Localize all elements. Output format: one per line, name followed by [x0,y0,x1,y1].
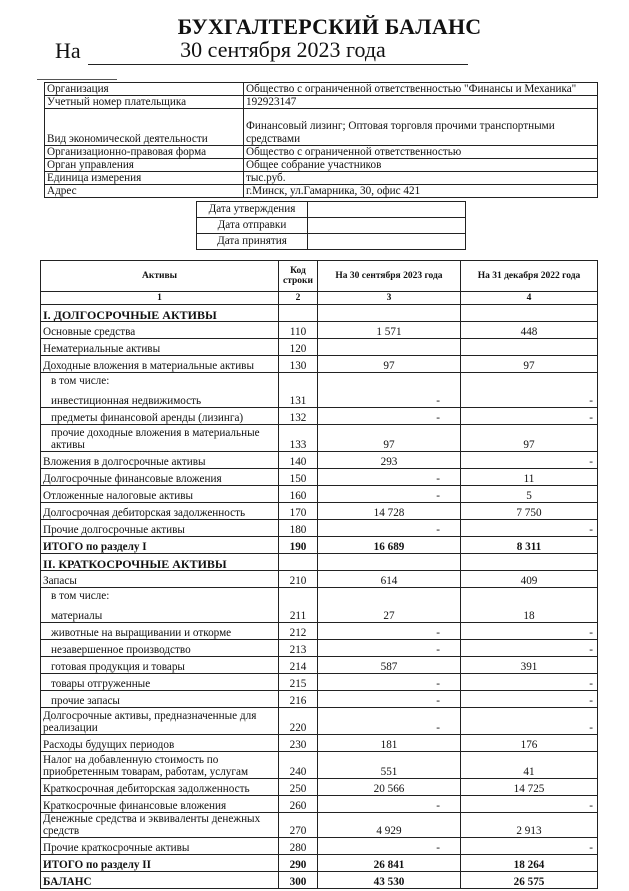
table-row [41,425,598,452]
table-row [41,469,598,486]
row-code: 133 [279,425,318,452]
info-row [45,96,598,109]
row-label: Налог на добавленную стоимость по приобретенным товарам, работам, услугам [41,752,279,779]
row-code: 120 [279,339,318,356]
section-header-row [41,554,598,571]
table-row [41,356,598,373]
info-label: Адрес [45,185,244,198]
row-label: предметы финансовой аренды (лизинга) [41,408,279,425]
table-row [41,322,598,339]
table-row [41,813,598,838]
value-prior: 18 [461,588,598,623]
value-current: 587 [318,657,461,674]
row-code: 213 [279,640,318,657]
row-label: Краткосрочная дебиторская задолженность [41,779,279,796]
row-code: 270 [279,813,318,838]
value-prior: - [461,623,598,640]
value-current: - [318,520,461,537]
row-label: Расходы будущих периодов [41,735,279,752]
row-label [41,373,279,408]
date-label: Дата принятия [197,234,308,250]
date-row [197,202,466,218]
col-number: 1 [41,292,279,305]
row-code: 160 [279,486,318,503]
row-code: 280 [279,838,318,855]
table-row [41,779,598,796]
table-row [41,452,598,469]
info-value: г.Минск, ул.Гамарника, 30, офис 421 [244,185,598,198]
row-sublabel: в том числе: [51,375,110,387]
value-prior [461,554,598,571]
value-current: 16 689 [318,537,461,554]
value-prior: - [461,520,598,537]
value-current: - [318,623,461,640]
value-current: 26 841 [318,855,461,872]
row-label-text: материалы [51,610,103,622]
date-value [308,218,466,234]
value-current: - [318,640,461,657]
table-row [41,408,598,425]
value-prior: - [461,408,598,425]
value-current [318,339,461,356]
row-label [41,588,279,623]
row-label: Краткосрочные финансовые вложения [41,796,279,813]
table-row [41,838,598,855]
row-code [279,305,318,322]
row-code: 130 [279,356,318,373]
header-period-current: На 30 сентября 2023 года [318,261,461,292]
date-label: Дата отправки [197,218,308,234]
organization-info-table [44,82,598,198]
row-label: Прочие краткосрочные активы [41,838,279,855]
row-label: Запасы [41,571,279,588]
row-code: 132 [279,408,318,425]
value-current: 614 [318,571,461,588]
info-label: Единица измерения [45,172,244,185]
row-code: 170 [279,503,318,520]
info-row [45,185,598,198]
row-label: БАЛАНС [41,872,279,889]
row-code: 190 [279,537,318,554]
dates-table [196,201,466,250]
row-label: Долгосрочная дебиторская задолженность [41,503,279,520]
value-current: - [318,408,461,425]
value-current: 293 [318,452,461,469]
row-label: животные на выращивании и откорме [41,623,279,640]
info-row [45,109,598,146]
row-code: 300 [279,872,318,889]
value-current: - [318,469,461,486]
row-label: Доходные вложения в материальные активы [41,356,279,373]
table-row [41,571,598,588]
table-row [41,503,598,520]
row-label: Нематериальные активы [41,339,279,356]
info-label: Организационно-правовая форма [45,146,244,159]
value-prior: 2 913 [461,813,598,838]
row-code: 290 [279,855,318,872]
row-label: Основные средства [41,322,279,339]
value-prior: - [461,796,598,813]
row-code: 211 [279,588,318,623]
info-row [45,172,598,185]
row-label: I. ДОЛГОСРОЧНЫЕ АКТИВЫ [41,305,279,322]
value-current: - [318,796,461,813]
row-sublabel: в том числе: [51,590,110,602]
row-code: 215 [279,674,318,691]
info-row [45,83,598,96]
row-code: 150 [279,469,318,486]
info-label: Орган управления [45,159,244,172]
value-prior: 41 [461,752,598,779]
col-number: 2 [279,292,318,305]
value-prior: 176 [461,735,598,752]
header-period-prior: На 31 декабря 2022 года [461,261,598,292]
info-label: Учетный номер плательщика [45,96,244,109]
row-label: Долгосрочные активы, предназначенные для реализации [41,708,279,735]
value-current [318,305,461,322]
total-row [41,872,598,889]
row-label: Вложения в долгосрочные активы [41,452,279,469]
divider [37,79,117,80]
value-current: 181 [318,735,461,752]
date-label: Дата утверждения [197,202,308,218]
info-value: Общество с ограниченной ответственностью "Финансы и Механика" [244,83,598,96]
table-row [41,520,598,537]
value-current: 14 728 [318,503,461,520]
date-prefix: На [55,38,81,63]
info-label: Вид экономической деятельности [45,109,244,146]
row-label: товары отгруженные [41,674,279,691]
total-row [41,537,598,554]
info-row [45,159,598,172]
row-code: 250 [279,779,318,796]
row-code: 240 [279,752,318,779]
header-assets: Активы [41,261,279,292]
value-current: - [318,838,461,855]
row-code [279,554,318,571]
value-prior: 18 264 [461,855,598,872]
row-code: 140 [279,452,318,469]
value-current: - [318,674,461,691]
date-row [197,234,466,250]
table-row [41,796,598,813]
table-row [41,691,598,708]
table-row [41,486,598,503]
row-code: 260 [279,796,318,813]
info-value: тыс.руб. [244,172,598,185]
row-label-text: инвестиционная недвижимость [51,395,202,407]
table-row [41,674,598,691]
row-code: 110 [279,322,318,339]
value-current: 4 929 [318,813,461,838]
row-label: Денежные средства и эквиваленты денежных средств [41,813,279,838]
info-value: Общество с ограниченной ответственностью [244,146,598,159]
value-prior: 26 575 [461,872,598,889]
table-row [41,752,598,779]
row-label: Отложенные налоговые активы [41,486,279,503]
total-row [41,855,598,872]
table-row [41,735,598,752]
row-label: Долгосрочные финансовые вложения [41,469,279,486]
row-code: 220 [279,708,318,735]
column-numbers-row [41,292,598,305]
row-code: 216 [279,691,318,708]
document-title: БУХГАЛТЕРСКИЙ БАЛАНС [177,14,482,39]
row-code: 230 [279,735,318,752]
row-label: ИТОГО по разделу II [41,855,279,872]
table-row [41,588,598,623]
col-number: 3 [318,292,461,305]
value-prior: 97 [461,356,598,373]
value-current: - [318,708,461,735]
info-value: Общее собрание участников [244,159,598,172]
value-prior: 11 [461,469,598,486]
value-prior [461,339,598,356]
row-label: ИТОГО по разделу I [41,537,279,554]
value-current: 27 [318,588,461,623]
row-label: Прочие долгосрочные активы [41,520,279,537]
value-prior: - [461,640,598,657]
value-prior: 5 [461,486,598,503]
row-code: 180 [279,520,318,537]
value-prior: 391 [461,657,598,674]
row-label: незавершенное производство [41,640,279,657]
value-prior: 7 750 [461,503,598,520]
value-prior: 8 311 [461,537,598,554]
info-row [45,146,598,159]
row-label: прочие запасы [41,691,279,708]
table-row [41,373,598,408]
value-current: 551 [318,752,461,779]
row-label: II. КРАТКОСРОЧНЫЕ АКТИВЫ [41,554,279,571]
value-prior: - [461,452,598,469]
row-label: готовая продукция и товары [41,657,279,674]
balance-table [40,260,598,889]
value-prior: - [461,838,598,855]
value-current: 97 [318,356,461,373]
date-row [197,218,466,234]
info-value: 192923147 [244,96,598,109]
value-prior: 448 [461,322,598,339]
table-row [41,339,598,356]
value-prior: - [461,691,598,708]
value-current: 20 566 [318,779,461,796]
table-row [41,623,598,640]
table-row [41,640,598,657]
value-current: 1 571 [318,322,461,339]
row-label: прочие доходные вложения в материальные активы [41,425,279,452]
table-row [41,657,598,674]
value-prior: - [461,708,598,735]
value-current: 97 [318,425,461,452]
value-prior: - [461,674,598,691]
info-label: Организация [45,83,244,96]
value-prior: 14 725 [461,779,598,796]
value-prior: 409 [461,571,598,588]
date-value [308,234,466,250]
info-value: Финансовый лизинг; Оптовая торговля прочими транспортными средствами [244,109,598,146]
section-header-row [41,305,598,322]
report-date: 30 сентября 2023 года [88,36,468,65]
header-code: Код строки [279,261,318,292]
value-current: 43 530 [318,872,461,889]
date-value [308,202,466,218]
table-row [41,708,598,735]
value-current: - [318,486,461,503]
value-current: - [318,691,461,708]
value-current: - [318,373,461,408]
col-number: 4 [461,292,598,305]
row-code: 131 [279,373,318,408]
table-header-row [41,261,598,292]
value-prior: - [461,373,598,408]
value-current [318,554,461,571]
value-prior [461,305,598,322]
row-code: 214 [279,657,318,674]
row-code: 210 [279,571,318,588]
value-prior: 97 [461,425,598,452]
row-code: 212 [279,623,318,640]
